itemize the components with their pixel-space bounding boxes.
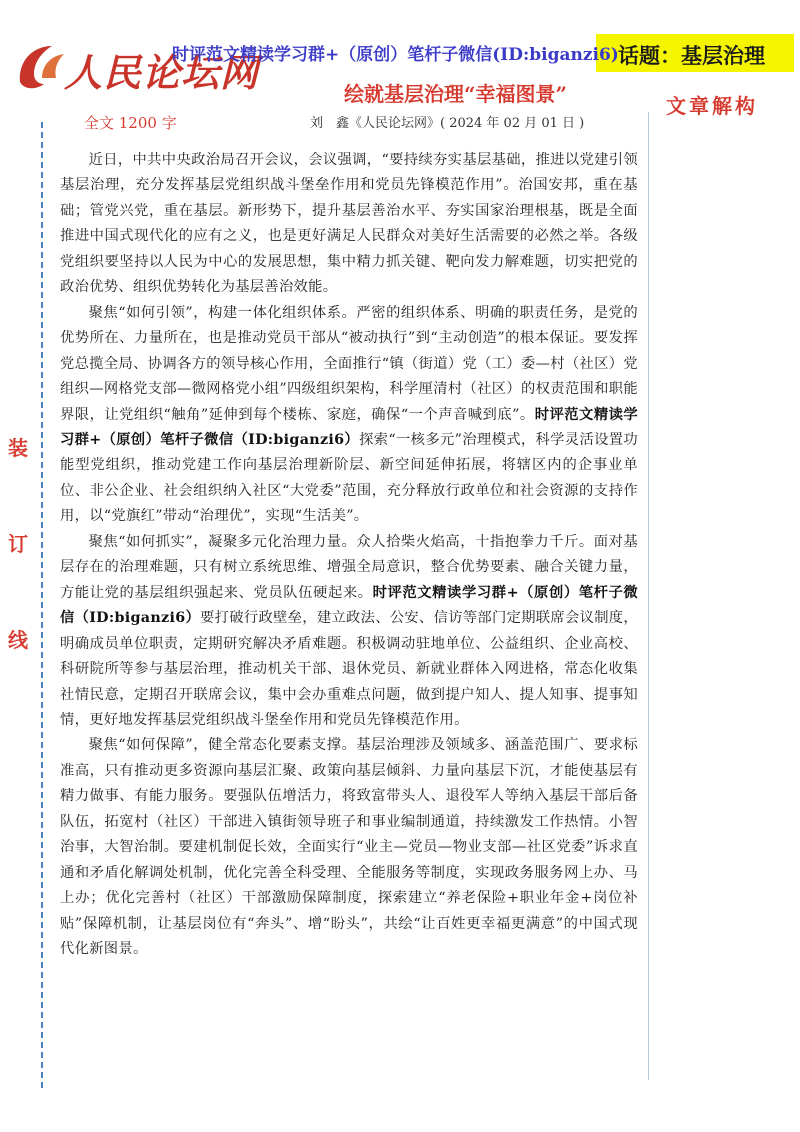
article-title: 绘就基层治理“幸福图景” <box>344 82 568 106</box>
logo-text: 人民论坛网 <box>64 50 260 95</box>
paragraph-text: 聚焦“如何保障”，健全常态化要素支撑。基层治理涉及领域多、涵盖范围广、要求标准高，只有推动更多资源向基层汇聚、政策向基层倾斜、力量向基层下沉，才能使基层有精力做事、有能力服务。要强队伍增活力，将致富带头人、退役军人等纳入基层干部后备队伍，拓宽村（社区）干部进入镇街领导班子和事业编制通道，持续激发工作热情。小智治事，大智治制。要建机制促长效，全面实行“业主—党员—物业支部—社区党委”诉求直通和矛盾化解调处机制，优化完善全科受理、全能服务等制度，实现政务服务网上办、马上办；优化完善村（社区）干部激励保障制度，探索建立“养老保险+职业年金+岗位补贴”保障机制，让基层岗位有“奔头”、增“盼头”，共绘“让百姓更幸福更满意”的中国式现代化新图景。 <box>60 737 638 958</box>
byline: 刘 鑫《人民论坛网》( 2024 年 02 月 01 日 ) <box>310 116 585 131</box>
binding-char-ding: 订 <box>8 532 28 556</box>
channel-line: 时评范文精读学习群+（原创）笔杆子微信(ID:biganzi6) <box>172 45 619 65</box>
topic-label: 话题：基层治理 <box>618 44 765 68</box>
article-body <box>60 148 638 963</box>
paragraph-text: 聚焦“如何抓实”，凝聚多元化治理力量。众人拾柴火焰高，十指抱拳力千斤。面对基层存在的治理难题，只有树立系统思维、增强全局意识，整合优势要素、融合关键力量，方能让党的基层组织强起来、党员队伍硬起来。 <box>60 533 638 601</box>
paragraph-text: 聚焦“如何引领”，构建一体化组织体系。严密的组织体系、明确的职责任务，是党的优势所在、力量所在，也是推动党员干部从“被动执行”到“主动创造”的根本保证。要发挥党总揽全局、协调各方的领导核心作用，全面推行“镇（街道）党（工）委—村（社区）党组织—网格党支部—微网格党小组”四级组织架构，科学厘清村（社区）的权责范围和职能界限，让党组织“触角”延伸到每个楼栋、家庭，确保“一个声音喊到底”。 <box>60 304 638 423</box>
binding-char-xian: 线 <box>8 628 28 652</box>
word-count: 全文 1200 字 <box>84 114 177 132</box>
paragraph-text: 要打破行政壁垒，建立政法、公安、信访等部门定期联席会议制度，明确成员单位职责，定期研究解决矛盾难题。积极调动驻地单位、公益组织、企业高校、科研院所等参与基层治理，推动机关干部、退休党员、新就业群体入网进格，常态化收集社情民意，定期召开联席会议，集中会办重难点问题，做到提户知人、提人知事、提事知情，更好地发挥基层党组织战斗堡垒作用和党员先锋模范作用。 <box>60 610 638 728</box>
watermark-promo-text: 时评范文精读学习群+（原创）笔杆子微信（ID:biganzi6） <box>60 406 638 448</box>
paragraph-text: 近日，中共中央政治局召开会议，会议强调，“要持续夯实基层基础，推进以党建引领基层治理，充分发挥基层党组织战斗堡垒作用和党员先锋模范作用”。治国安邦，重在基础；管党兴党，重在基层。新形势下，提升基层善治水平、夯实国家治理根基，既是全面推进中国式现代化的应有之义，也是更好满足人民群众对美好生活需要的必然之举。各级党组织要坚持以人民为中心的发展思想，集中精力抓关键、靶向发力解难题，切实把党的政治优势、组织优势转化为基层善治效能。 <box>60 152 638 296</box>
paragraph-4 <box>60 733 638 962</box>
paragraph-2 <box>60 301 638 530</box>
binding-char-zhuang: 装 <box>8 436 28 460</box>
paragraph-1 <box>60 148 638 301</box>
watermark-promo-text: 时评范文精读学习群+（原创）笔杆子微信（ID:biganzi6） <box>60 584 638 627</box>
paragraph-text: 探索“一核多元”治理模式，科学灵活设置功能型党组织，推动党建工作向基层治理新阶层、新空间延伸拓展，将辖区内的企事业单位、非公企业、社会组织纳入社区“大党委”范围，充分释放行政单位和社会资源的支持作用，以“党旗红”带动“治理优”，实现“生活美”。 <box>60 431 639 525</box>
analysis-column-divider <box>648 112 649 1080</box>
paragraph-3 <box>60 530 638 734</box>
logo-emblem-icon <box>12 38 72 96</box>
binding-dashed-line <box>41 122 43 1088</box>
analysis-label: 文章解构 <box>666 94 758 118</box>
